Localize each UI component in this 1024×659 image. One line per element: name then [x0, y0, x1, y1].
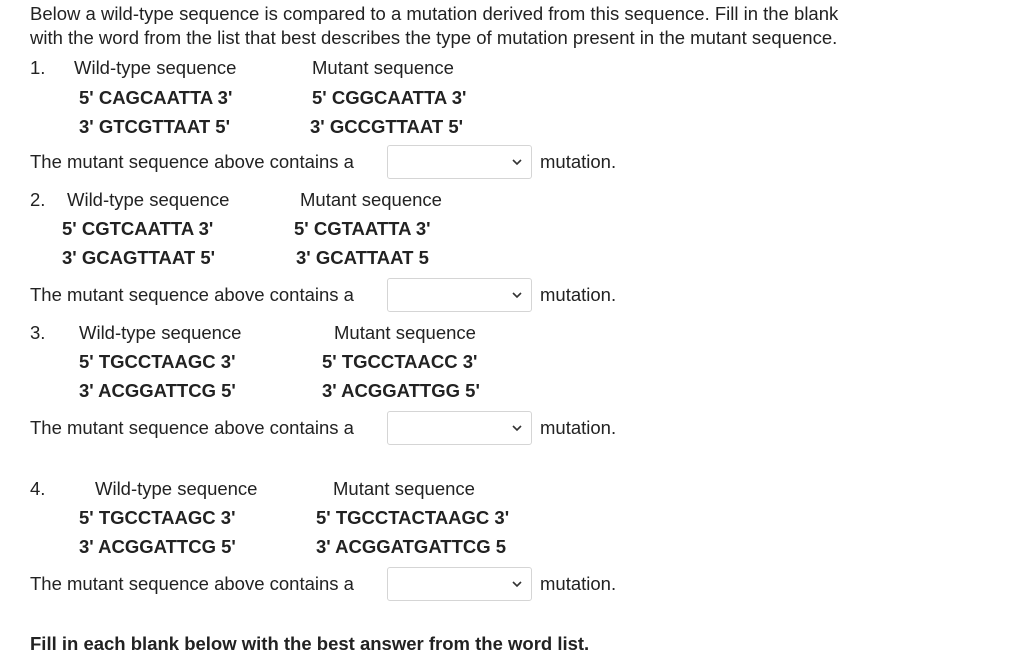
- wild-type-bottom-strand: 3' ACGGATTCG 5': [79, 536, 236, 557]
- wild-type-bottom-strand: 3' GCAGTTAAT 5': [62, 247, 216, 268]
- wild-type-top-strand: 5' TGCCTAAGC 3': [79, 507, 236, 528]
- mutation-type-dropdown-3[interactable]: [387, 411, 532, 445]
- chevron-down-icon: [511, 423, 523, 433]
- mutant-top-strand: 5' CGGCAATTA 3': [312, 87, 467, 108]
- mutant-bottom-strand: 3' GCCGTTAAT 5': [310, 116, 464, 137]
- chevron-down-icon: [511, 290, 523, 300]
- wild-type-label: Wild-type sequence: [79, 322, 242, 343]
- answer-suffix: mutation.: [540, 151, 617, 172]
- wild-type-label: Wild-type sequence: [74, 57, 237, 78]
- intro-line-2: with the word from the list that best describes the type of mutation present in the mutant sequence.: [30, 27, 838, 48]
- chevron-down-icon: [511, 157, 523, 167]
- question-number: 1.: [30, 57, 46, 78]
- answer-suffix: mutation.: [540, 417, 617, 438]
- mutant-top-strand: 5' TGCCTACTAAGC 3': [316, 507, 510, 528]
- question-number: 4.: [30, 478, 46, 499]
- wild-type-top-strand: 5' CAGCAATTA 3': [79, 87, 233, 108]
- intro-line-1: Below a wild-type sequence is compared to a mutation derived from this sequence. Fill in the blank: [30, 3, 839, 24]
- mutant-label: Mutant sequence: [333, 478, 475, 499]
- wild-type-label: Wild-type sequence: [95, 478, 258, 499]
- mutation-type-dropdown-1[interactable]: [387, 145, 532, 179]
- mutant-bottom-strand: 3' ACGGATTGG 5': [322, 380, 480, 401]
- chevron-down-icon: [511, 579, 523, 589]
- mutant-top-strand: 5' TGCCTAACC 3': [322, 351, 478, 372]
- answer-suffix: mutation.: [540, 284, 617, 305]
- answer-prompt: The mutant sequence above contains a: [30, 417, 354, 438]
- word-list-instructions: Fill in each blank below with the best answer from the word list.: [30, 633, 590, 654]
- answer-suffix: mutation.: [540, 573, 617, 594]
- answer-prompt: The mutant sequence above contains a: [30, 284, 354, 305]
- mutation-type-dropdown-4[interactable]: [387, 567, 532, 601]
- wild-type-bottom-strand: 3' GTCGTTAAT 5': [79, 116, 230, 137]
- mutant-label: Mutant sequence: [334, 322, 476, 343]
- wild-type-top-strand: 5' CGTCAATTA 3': [62, 218, 214, 239]
- wild-type-top-strand: 5' TGCCTAAGC 3': [79, 351, 236, 372]
- mutant-label: Mutant sequence: [300, 189, 442, 210]
- mutant-label: Mutant sequence: [312, 57, 454, 78]
- wild-type-label: Wild-type sequence: [67, 189, 230, 210]
- mutation-type-dropdown-2[interactable]: [387, 278, 532, 312]
- answer-prompt: The mutant sequence above contains a: [30, 573, 354, 594]
- mutant-bottom-strand: 3' GCATTAAT 5: [296, 247, 429, 268]
- wild-type-bottom-strand: 3' ACGGATTCG 5': [79, 380, 236, 401]
- mutant-bottom-strand: 3' ACGGATGATTCG 5: [316, 536, 507, 557]
- question-number: 3.: [30, 322, 46, 343]
- question-number: 2.: [30, 189, 46, 210]
- answer-prompt: The mutant sequence above contains a: [30, 151, 354, 172]
- mutant-top-strand: 5' CGTAATTA 3': [294, 218, 431, 239]
